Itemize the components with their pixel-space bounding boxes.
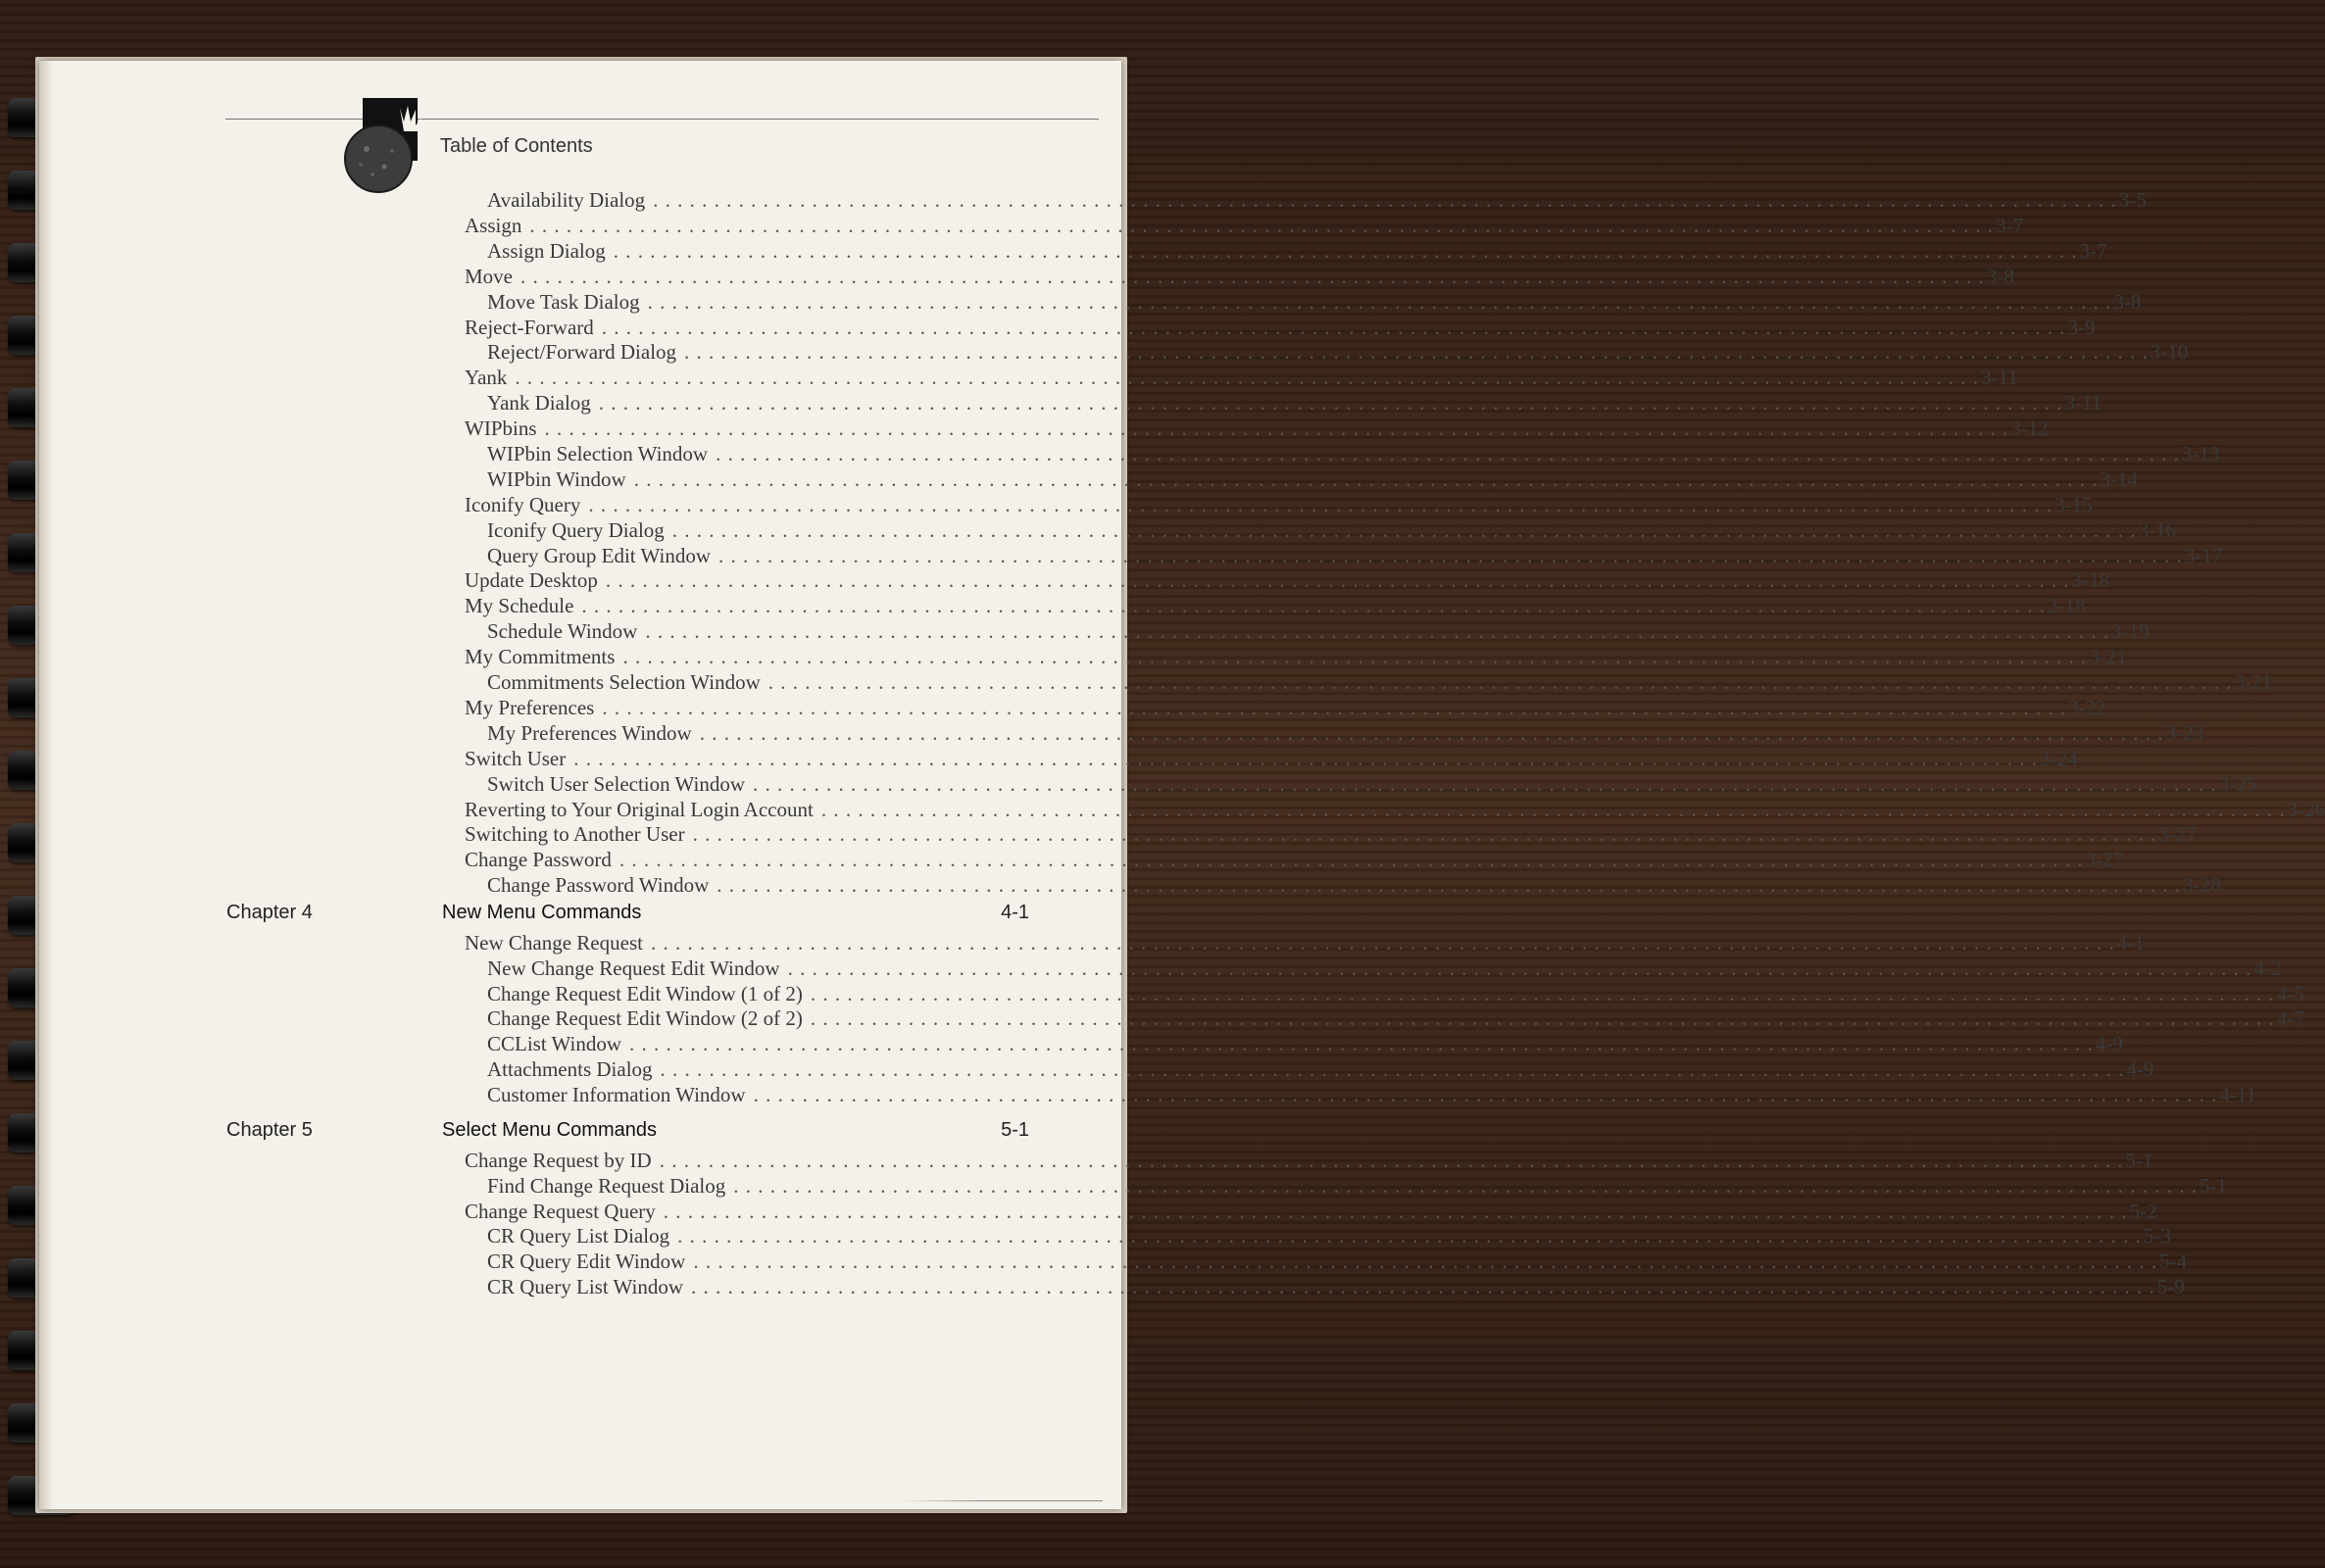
toc-entry xyxy=(487,1083,2257,1107)
toc-entry-page: 3-22 xyxy=(2068,696,2106,719)
toc-entry xyxy=(465,594,2086,618)
toc-entry-page: 5-9 xyxy=(2156,1275,2185,1298)
toc-entry xyxy=(487,956,2282,981)
toc-entry xyxy=(487,1275,2185,1299)
toc-entry-page: 3-17 xyxy=(2184,544,2223,567)
dot-leader: . . . . . . . . . . . . . . . . . . . . . . . . . . . . . . . . . . . . . . . . . . . . . . . . . . . . . . . . . . . . . . . . . . . . . . . . . . . . . . . . . . . . . . . . . . . . . . . . . . . . . . . . . . . . . . . . . . . . . . . . xyxy=(663,1200,2128,1223)
dot-leader: . . . . . . . . . . . . . . . . . . . . . . . . . . . . . . . . . . . . . . . . . . . . . . . . . . . . . . . . . . . . . . . . . . . . . . . . . . . . . . . . . . . . . . . . . . . . . . . . . . . . . . . . . . . . . . . . . . . . . . . . xyxy=(693,1250,2158,1273)
toc-entry xyxy=(465,1149,2153,1173)
dot-leader: . . . . . . . . . . . . . . . . . . . . . . . . . . . . . . . . . . . . . . . . . . . . . . . . . . . . . . . . . . . . . . . . . . . . . . . . . . . . . . . . . . . . . . . . . . . . . . . . . . . . . . . . . . . . . . . . . . . . . . . . xyxy=(718,544,2183,567)
toc-entry-label: Reject-Forward xyxy=(465,316,594,339)
toc-entry xyxy=(487,873,2221,898)
toc-entry xyxy=(487,1006,2304,1031)
toc-entry-label: Find Change Request Dialog xyxy=(487,1174,726,1198)
toc-entry-page: 3-18 xyxy=(2071,568,2110,592)
dot-leader: . . . . . . . . . . . . . . . . . . . . . . . . . . . . . . . . . . . . . . . . . . . . . . . . . . . . . . . . . . . . . . . . . . . . . . . . . . . . . . . . . . . . . . . . . . . . . . . . . . . . . . . . . . . . . . . . . . . . . . . . xyxy=(752,772,2217,796)
toc-entry-label: Iconify Query xyxy=(465,493,581,516)
dot-leader: . . . . . . . . . . . . . . . . . . . . . . . . . . . . . . . . . . . . . . . . . . . . . . . . . . . . . . . . . . . . . . . . . . . . . . . . . . . . . . . . . . . . . . . . . . . . . . . . . . . . . . . . . . . . . . . . . . . . . . . . xyxy=(671,518,2137,542)
chapter-label: Chapter 4 xyxy=(226,902,313,923)
toc-entry xyxy=(487,1224,2171,1249)
dot-leader: . . . . . . . . . . . . . . . . . . . . . . . . . . . . . . . . . . . . . . . . . . . . . . . . . . . . . . . . . . . . . . . . . . . . . . . . . . . . . . . . . . . . . . . . . . . . . . . . . . . . . . . . . . . . . . . . . . . . . . . . xyxy=(810,982,2275,1005)
toc-entry xyxy=(487,442,2220,466)
dot-leader: . . . . . . . . . . . . . . . . . . . . . . . . . . . . . . . . . . . . . . . . . . . . . . . . . . . . . . . . . . . . . . . . . . . . . . . . . . . . . . . . . . . . . . . . . . . . . . . . . . . . . . . . . . . . . . . . . . . . . . . . xyxy=(622,645,2088,668)
toc-entry-page: 4-1 xyxy=(2116,931,2145,955)
bomb-logo-icon xyxy=(343,98,431,196)
toc-entry-page: 4-2 xyxy=(2253,956,2282,980)
toc-entry xyxy=(487,1174,2227,1199)
dot-leader: . . . . . . . . . . . . . . . . . . . . . . . . . . . . . . . . . . . . . . . . . . . . . . . . . . . . . . . . . . . . . . . . . . . . . . . . . . . . . . . . . . . . . . . . . . . . . . . . . . . . . . . . . . . . . . . . . . . . . . . . xyxy=(598,391,2063,415)
toc-entry-label: Move Task Dialog xyxy=(487,290,640,314)
toc-entry xyxy=(487,1032,2123,1056)
toc-entry xyxy=(487,391,2102,416)
dot-leader: . . . . . . . . . . . . . . . . . . . . . . . . . . . . . . . . . . . . . . . . . . . . . . . . . . . . . . . . . . . . . . . . . . . . . . . . . . . . . . . . . . . . . . . . . . . . . . . . . . . . . . . . . . . . . . . . . . . . . . . . xyxy=(573,747,2038,770)
toc-entry-page: 5-1 xyxy=(2199,1174,2227,1198)
toc-entry-label: Reject/Forward Dialog xyxy=(487,340,677,364)
dot-leader: . . . . . . . . . . . . . . . . . . . . . . . . . . . . . . . . . . . . . . . . . . . . . . . . . . . . . . . . . . . . . . . . . . . . . . . . . . . . . . . . . . . . . . . . . . . . . . . . . . . . . . . . . . . . . . . . . . . . . . . . xyxy=(684,340,2149,364)
toc-entry-label: CCList Window xyxy=(487,1032,622,1055)
dot-leader: . . . . . . . . . . . . . . . . . . . . . . . . . . . . . . . . . . . . . . . . . . . . . . . . . . . . . . . . . . . . . . . . . . . . . . . . . . . . . . . . . . . . . . . . . . . . . . . . . . . . . . . . . . . . . . . . . . . . . . . . xyxy=(650,931,2115,955)
dot-leader: . . . . . . . . . . . . . . . . . . . . . . . . . . . . . . . . . . . . . . . . . . . . . . . . . . . . . . . . . . . . . . . . . . . . . . . . . . . . . . . . . . . . . . . . . . . . . . . . . . . . . . . . . . . . . . . . . . . . . . . . xyxy=(645,619,2110,643)
toc-entry-page: 5-1 xyxy=(2125,1149,2153,1172)
toc-entry-label: Change Request Query xyxy=(465,1200,656,1223)
toc-entry-page: 3-26 xyxy=(2287,798,2325,821)
toc-entry xyxy=(465,747,2078,771)
toc-entry-label: CR Query List Window xyxy=(487,1275,684,1298)
toc-entry xyxy=(487,1250,2188,1274)
chapter-page: 4-1 xyxy=(1001,902,1029,923)
page-edge xyxy=(39,61,53,1509)
toc-entry-label: Yank xyxy=(465,366,508,389)
dot-leader: . . . . . . . . . . . . . . . . . . . . . . . . . . . . . . . . . . . . . . . . . . . . . . . . . . . . . . . . . . . . . . . . . . . . . . . . . . . . . . . . . . . . . . . . . . . . . . . . . . . . . . . . . . . . . . . . . . . . . . . . xyxy=(692,822,2157,846)
dot-leader: . . . . . . . . . . . . . . . . . . . . . . . . . . . . . . . . . . . . . . . . . . . . . . . . . . . . . . . . . . . . . . . . . . . . . . . . . . . . . . . . . . . . . . . . . . . . . . . . . . . . . . . . . . . . . . . . . . . . . . . . xyxy=(544,416,2009,440)
toc-entry xyxy=(487,670,2273,695)
toc-entry xyxy=(465,316,2096,340)
toc-entry-label: Change Request by ID xyxy=(465,1149,652,1172)
toc-entry xyxy=(487,290,2142,315)
chapter-page: 5-1 xyxy=(1001,1119,1029,1141)
dot-leader: . . . . . . . . . . . . . . . . . . . . . . . . . . . . . . . . . . . . . . . . . . . . . . . . . . . . . . . . . . . . . . . . . . . . . . . . . . . . . . . . . . . . . . . . . . . . . . . . . . . . . . . . . . . . . . . . . . . . . . . . xyxy=(602,696,2067,719)
toc-entry-label: My Preferences Window xyxy=(487,721,692,745)
toc-entry-label: Change Password Window xyxy=(487,873,710,897)
dot-leader: . . . . . . . . . . . . . . . . . . . . . . . . . . . . . . . . . . . . . . . . . . . . . . . . . . . . . . . . . . . . . . . . . . . . . . . . . . . . . . . . . . . . . . . . . . . . . . . . . . . . . . . . . . . . . . . . . . . . . . . . xyxy=(753,1083,2218,1106)
toc-entry-page: 3-16 xyxy=(2138,518,2177,542)
header-title: Table of Contents xyxy=(440,135,593,157)
toc-entry-label: WIPbins xyxy=(465,416,537,440)
toc-page xyxy=(39,61,2325,1509)
dot-leader: . . . . . . . . . . . . . . . . . . . . . . . . . . . . . . . . . . . . . . . . . . . . . . . . . . . . . . . . . . . . . . . . . . . . . . . . . . . . . . . . . . . . . . . . . . . . . . . . . . . . . . . . . . . . . . . . . . . . . . . . xyxy=(653,188,2117,212)
toc-entry-label: Change Request Edit Window (2 of 2) xyxy=(487,1006,803,1030)
toc-entry-page: 4-5 xyxy=(2276,982,2304,1005)
toc-entry-label: Iconify Query Dialog xyxy=(487,518,665,542)
toc-entry xyxy=(487,518,2177,543)
toc-entry-page: 3-21 xyxy=(2089,645,2127,668)
toc-entry xyxy=(487,982,2304,1006)
dot-leader: . . . . . . . . . . . . . . . . . . . . . . . . . . . . . . . . . . . . . . . . . . . . . . . . . . . . . . . . . . . . . . . . . . . . . . . . . . . . . . . . . . . . . . . . . . . . . . . . . . . . . . . . . . . . . . . . . . . . . . . . xyxy=(677,1224,2142,1248)
toc-entry-page: 4-7 xyxy=(2276,1006,2304,1030)
toc-entry-label: Switch User xyxy=(465,747,567,770)
toc-entry-page: 3-19 xyxy=(2111,619,2150,643)
toc-entry-page: 3-8 xyxy=(2113,290,2142,314)
dot-leader: . . . . . . . . . . . . . . . . . . . . . . . . . . . . . . . . . . . . . . . . . . . . . . . . . . . . . . . . . . . . . . . . . . . . . . . . . . . . . . . . . . . . . . . . . . . . . . . . . . . . . . . . . . . . . . . . . . . . . . . . xyxy=(515,366,1980,389)
toc-entry-label: My Preferences xyxy=(465,696,595,719)
dot-leader: . . . . . . . . . . . . . . . . . . . . . . . . . . . . . . . . . . . . . . . . . . . . . . . . . . . . . . . . . . . . . . . . . . . . . . . . . . . . . . . . . . . . . . . . . . . . . . . . . . . . . . . . . . . . . . . . . . . . . . . . xyxy=(529,214,1995,237)
toc-entry-page: 3-15 xyxy=(2054,493,2093,516)
toc-entry-page: 3-13 xyxy=(2181,442,2220,466)
toc-entry-page: 5-4 xyxy=(2159,1250,2188,1273)
dot-leader: . . . . . . . . . . . . . . . . . . . . . . . . . . . . . . . . . . . . . . . . . . . . . . . . . . . . . . . . . . . . . . . . . . . . . . . . . . . . . . . . . . . . . . . . . . . . . . . . . . . . . . . . . . . . . . . . . . . . . . . . xyxy=(633,467,2099,491)
toc-entry-label: CR Query Edit Window xyxy=(487,1250,686,1273)
toc-entry-label: WIPbin Window xyxy=(487,467,626,491)
dot-leader: . . . . . . . . . . . . . . . . . . . . . . . . . . . . . . . . . . . . . . . . . . . . . . . . . . . . . . . . . . . . . . . . . . . . . . . . . . . . . . . . . . . . . . . . . . . . . . . . . . . . . . . . . . . . . . . . . . . . . . . . xyxy=(810,1006,2275,1030)
toc-entry-label: New Change Request Edit Window xyxy=(487,956,780,980)
dot-leader: . . . . . . . . . . . . . . . . . . . . . . . . . . . . . . . . . . . . . . . . . . . . . . . . . . . . . . . . . . . . . . . . . . . . . . . . . . . . . . . . . . . . . . . . . . . . . . . . . . . . . . . . . . . . . . . . . . . . . . . . xyxy=(699,721,2164,745)
toc-entry xyxy=(465,1200,2157,1224)
dot-leader: . . . . . . . . . . . . . . . . . . . . . . . . . . . . . . . . . . . . . . . . . . . . . . . . . . . . . . . . . . . . . . . . . . . . . . . . . . . . . . . . . . . . . . . . . . . . . . . . . . . . . . . . . . . . . . . . . . . . . . . . xyxy=(733,1174,2198,1198)
toc-entry xyxy=(465,696,2106,720)
toc-entry-page: 3-25 xyxy=(2218,772,2257,796)
toc-entry-label: CR Query List Dialog xyxy=(487,1224,670,1248)
toc-entry-page: 4-11 xyxy=(2219,1083,2257,1106)
toc-entry xyxy=(465,848,2124,872)
dot-leader: . . . . . . . . . . . . . . . . . . . . . . . . . . . . . . . . . . . . . . . . . . . . . . . . . . . . . . . . . . . . . . . . . . . . . . . . . . . . . . . . . . . . . . . . . . . . . . . . . . . . . . . . . . . . . . . . . . . . . . . . xyxy=(605,568,2070,592)
toc-entry xyxy=(487,721,2203,746)
toc-entry-label: My Schedule xyxy=(465,594,574,617)
toc-entry-label: Assign Dialog xyxy=(487,239,606,263)
toc-entry-label: Commitments Selection Window xyxy=(487,670,761,694)
toc-entry xyxy=(487,239,2107,264)
toc-entry-label: Change Request Edit Window (1 of 2) xyxy=(487,982,803,1005)
toc-entry-label: WIPbin Selection Window xyxy=(487,442,709,466)
toc-entry-label: Reverting to Your Original Login Account xyxy=(465,798,814,821)
toc-entry-label: Query Group Edit Window xyxy=(487,544,711,567)
toc-entry xyxy=(465,798,2325,822)
dot-leader: . . . . . . . . . . . . . . . . . . . . . . . . . . . . . . . . . . . . . . . . . . . . . . . . . . . . . . . . . . . . . . . . . . . . . . . . . . . . . . . . . . . . . . . . . . . . . . . . . . . . . . . . . . . . . . . . . . . . . . . . xyxy=(588,493,2053,516)
toc-entry-page: 3-24 xyxy=(2040,747,2078,770)
dot-leader: . . . . . . . . . . . . . . . . . . . . . . . . . . . . . . . . . . . . . . . . . . . . . . . . . . . . . . . . . . . . . . . . . . . . . . . . . . . . . . . . . . . . . . . . . . . . . . . . . . . . . . . . . . . . . . . . . . . . . . . . xyxy=(716,442,2180,466)
toc-entry-label: Availability Dialog xyxy=(487,188,646,212)
toc-entry-page: 3-7 xyxy=(2079,239,2107,263)
dot-leader: . . . . . . . . . . . . . . . . . . . . . . . . . . . . . . . . . . . . . . . . . . . . . . . . . . . . . . . . . . . . . . . . . . . . . . . . . . . . . . . . . . . . . . . . . . . . . . . . . . . . . . . . . . . . . . . . . . . . . . . . xyxy=(717,873,2182,897)
toc-entry-label: Attachments Dialog xyxy=(487,1057,653,1081)
dot-leader: . . . . . . . . . . . . . . . . . . . . . . . . . . . . . . . . . . . . . . . . . . . . . . . . . . . . . . . . . . . . . . . . . . . . . . . . . . . . . . . . . . . . . . . . . . . . . . . . . . . . . . . . . . . . . . . . . . . . . . . . xyxy=(660,1057,2125,1081)
dot-leader: . . . . . . . . . . . . . . . . . . . . . . . . . . . . . . . . . . . . . . . . . . . . . . . . . . . . . . . . . . . . . . . . . . . . . . . . . . . . . . . . . . . . . . . . . . . . . . . . . . . . . . . . . . . . . . . . . . . . . . . . xyxy=(659,1149,2124,1172)
dot-leader: . . . . . . . . . . . . . . . . . . . . . . . . . . . . . . . . . . . . . . . . . . . . . . . . . . . . . . . . . . . . . . . . . . . . . . . . . . . . . . . . . . . . . . . . . . . . . . . . . . . . . . . . . . . . . . . . . . . . . . . . xyxy=(767,670,2233,694)
toc-entry-page: 3-23 xyxy=(2165,721,2203,745)
dot-leader: . . . . . . . . . . . . . . . . . . . . . . . . . . . . . . . . . . . . . . . . . . . . . . . . . . . . . . . . . . . . . . . . . . . . . . . . . . . . . . . . . . . . . . . . . . . . . . . . . . . . . . . . . . . . . . . . . . . . . . . . xyxy=(618,848,2084,871)
dot-leader: . . . . . . . . . . . . . . . . . . . . . . . . . . . . . . . . . . . . . . . . . . . . . . . . . . . . . . . . . . . . . . . . . . . . . . . . . . . . . . . . . . . . . . . . . . . . . . . . . . . . . . . . . . . . . . . . . . . . . . . . xyxy=(691,1275,2155,1298)
toc-entry-page: 3-27 xyxy=(2158,822,2197,846)
toc-entry-page: 5-2 xyxy=(2129,1200,2157,1223)
toc-entry-page: 5-3 xyxy=(2143,1224,2171,1248)
dot-leader: . . . . . . . . . . . . . . . . . . . . . . . . . . . . . . . . . . . . . . . . . . . . . . . . . . . . . . . . . . . . . . . . . . . . . . . . . . . . . . . . . . . . . . . . . . . . . . . . . . . . . . . . . . . . . . . . . . . . . . . . xyxy=(581,594,2047,617)
dot-leader: . . . . . . . . . . . . . . . . . . . . . . . . . . . . . . . . . . . . . . . . . . . . . . . . . . . . . . . . . . . . . . . . . . . . . . . . . . . . . . . . . . . . . . . . . . . . . . . . . . . . . . . . . . . . . . . . . . . . . . . . xyxy=(787,956,2252,980)
toc-entry-label: Schedule Window xyxy=(487,619,638,643)
toc-entry-label: Customer Information Window xyxy=(487,1083,746,1106)
toc-entry-page: 3-12 xyxy=(2010,416,2049,440)
toc-entry xyxy=(487,544,2223,568)
toc-entry-page: 3-18 xyxy=(2048,594,2086,617)
toc-entry xyxy=(487,467,2138,492)
toc-entry-label: My Commitments xyxy=(465,645,616,668)
dot-leader: . . . . . . . . . . . . . . . . . . . . . . . . . . . . . . . . . . . . . . . . . . . . . . . . . . . . . . . . . . . . . . . . . . . . . . . . . . . . . . . . . . . . . . . . . . . . . . . . . . . . . . . . . . . . . . . . . . . . . . . . xyxy=(613,239,2078,263)
toc-entry xyxy=(487,188,2147,213)
dot-leader: . . . . . . . . . . . . . . . . . . . . . . . . . . . . . . . . . . . . . . . . . . . . . . . . . . . . . . . . . . . . . . . . . . . . . . . . . . . . . . . . . . . . . . . . . . . . . . . . . . . . . . . . . . . . . . . . . . . . . . . . xyxy=(601,316,2066,339)
toc-entry-label: Assign xyxy=(465,214,522,237)
toc-entry-page: 3-11 xyxy=(1981,366,2018,389)
toc-entry-page: 3-8 xyxy=(1986,265,2014,288)
toc-entry-label: Change Password xyxy=(465,848,612,871)
toc-entry-page: 3-28 xyxy=(2183,873,2221,897)
footer-rule xyxy=(902,1500,1103,1501)
toc-entry xyxy=(465,416,2049,441)
toc-entry xyxy=(465,366,2018,390)
toc-entry-label: New Change Request xyxy=(465,931,643,955)
chapter-title: New Menu Commands xyxy=(442,902,642,923)
toc-entry-page: 3-10 xyxy=(2150,340,2189,364)
chapter-title: Select Menu Commands xyxy=(442,1119,657,1141)
dot-leader: . . . . . . . . . . . . . . . . . . . . . . . . . . . . . . . . . . . . . . . . . . . . . . . . . . . . . . . . . . . . . . . . . . . . . . . . . . . . . . . . . . . . . . . . . . . . . . . . . . . . . . . . . . . . . . . . . . . . . . . . xyxy=(520,265,1985,288)
toc-entry xyxy=(465,645,2127,669)
toc-entry xyxy=(465,214,2024,238)
toc-entry xyxy=(487,1057,2154,1082)
dot-leader: . . . . . . . . . . . . . . . . . . . . . . . . . . . . . . . . . . . . . . . . . . . . . . . . . . . . . . . . . . . . . . . . . . . . . . . . . . . . . . . . . . . . . . . . . . . . . . . . . . . . . . . . . . . . . . . . . . . . . . . . xyxy=(820,798,2286,821)
toc-entry-page: 3-14 xyxy=(2100,467,2138,491)
toc-entry xyxy=(465,265,2014,289)
toc-entry xyxy=(465,493,2093,517)
toc-entry-page: 3-5 xyxy=(2118,188,2147,212)
toc-entry-label: Switch User Selection Window xyxy=(487,772,745,796)
chapter-label: Chapter 5 xyxy=(226,1119,313,1141)
toc-entry-page: 3-21 xyxy=(2234,670,2273,694)
toc-entry-page: 4-9 xyxy=(2095,1032,2123,1055)
toc-entry-page: 3-27 xyxy=(2085,848,2124,871)
toc-entry-page: 4-9 xyxy=(2126,1057,2154,1081)
toc-entry xyxy=(465,822,2197,847)
toc-entry xyxy=(487,619,2150,644)
toc-entry xyxy=(465,568,2110,593)
toc-entry-page: 3-11 xyxy=(2064,391,2102,415)
toc-entry xyxy=(487,340,2189,365)
toc-entry-label: Update Desktop xyxy=(465,568,598,592)
dot-leader: . . . . . . . . . . . . . . . . . . . . . . . . . . . . . . . . . . . . . . . . . . . . . . . . . . . . . . . . . . . . . . . . . . . . . . . . . . . . . . . . . . . . . . . . . . . . . . . . . . . . . . . . . . . . . . . . . . . . . . . . xyxy=(647,290,2112,314)
toc-entry-label: Switching to Another User xyxy=(465,822,685,846)
toc-entry xyxy=(487,772,2257,797)
toc-entry xyxy=(465,931,2145,956)
dot-leader: . . . . . . . . . . . . . . . . . . . . . . . . . . . . . . . . . . . . . . . . . . . . . . . . . . . . . . . . . . . . . . . . . . . . . . . . . . . . . . . . . . . . . . . . . . . . . . . . . . . . . . . . . . . . . . . . . . . . . . . . xyxy=(629,1032,2094,1055)
toc-entry-label: Yank Dialog xyxy=(487,391,591,415)
toc-entry-page: 3-9 xyxy=(2067,316,2096,339)
toc-entry-page: 3-7 xyxy=(1996,214,2024,237)
toc-entry-label: Move xyxy=(465,265,513,288)
